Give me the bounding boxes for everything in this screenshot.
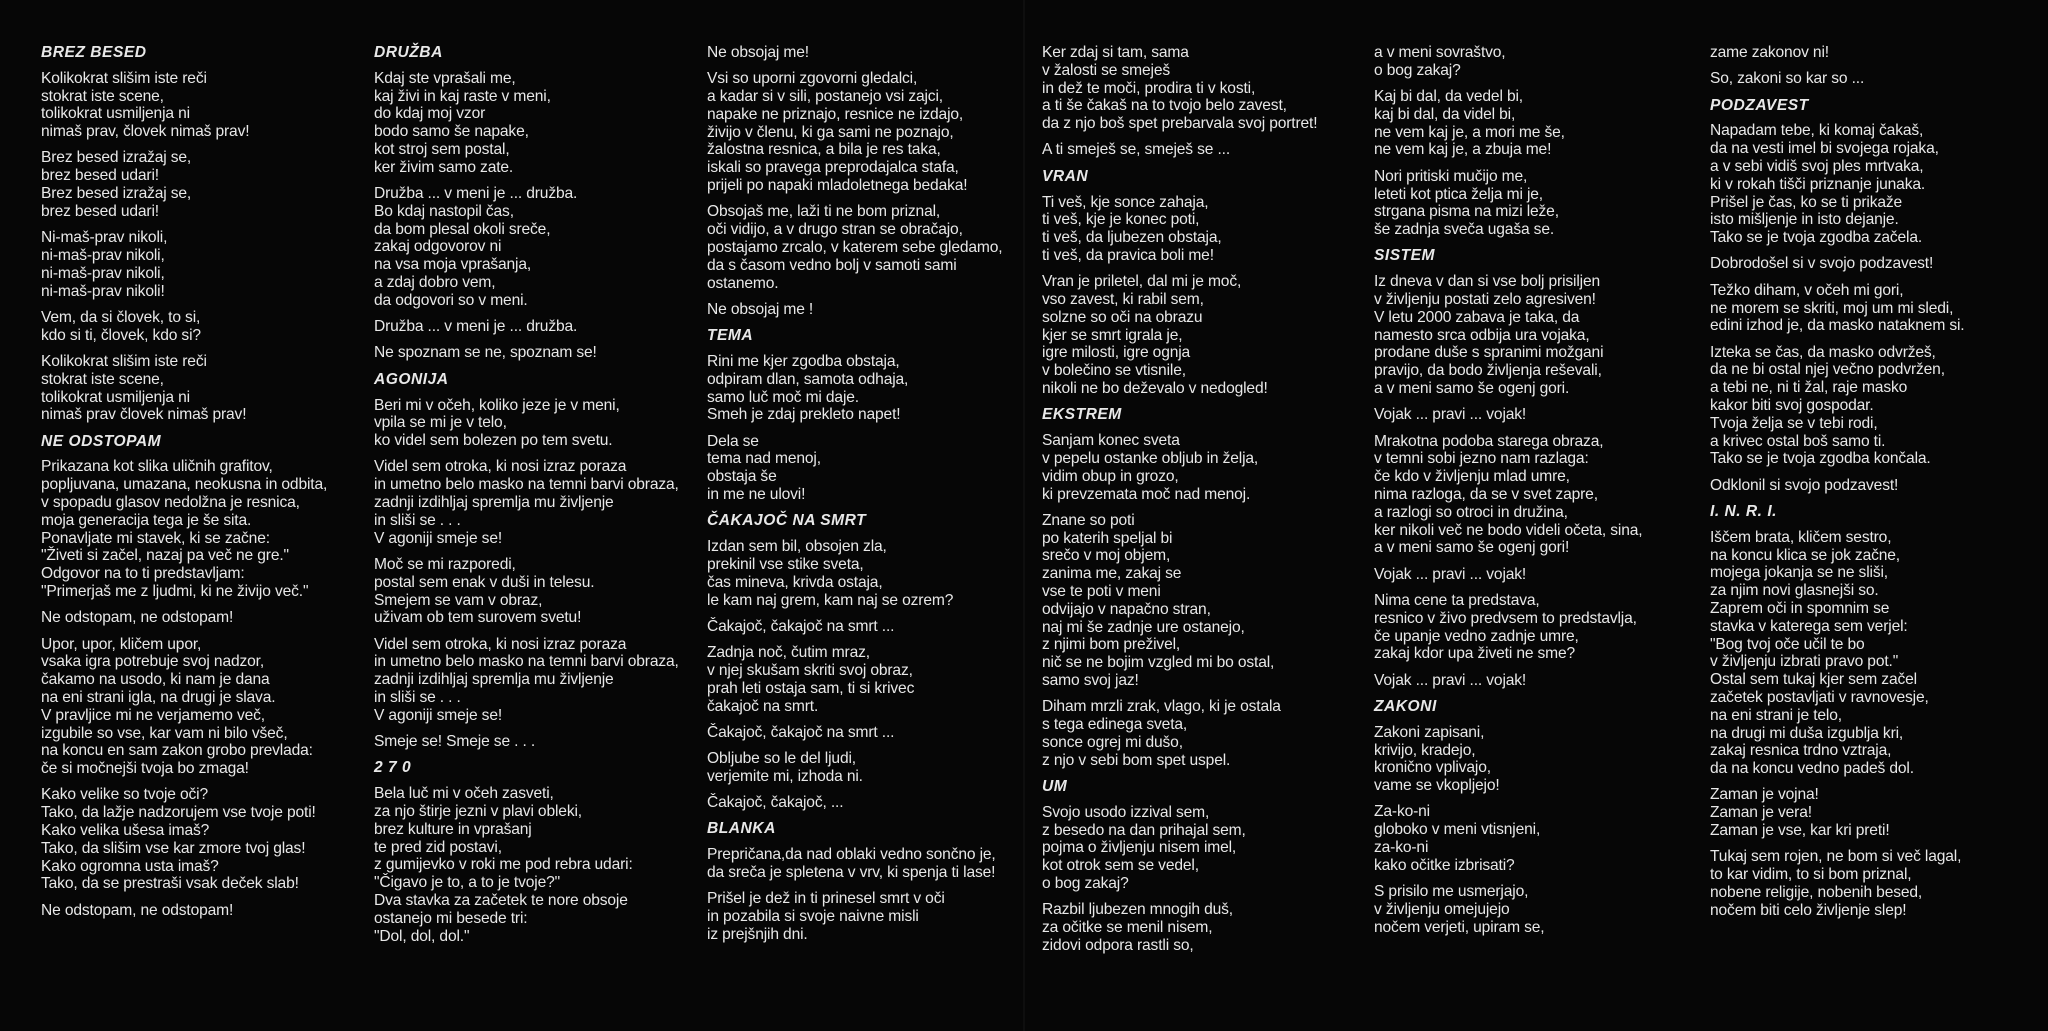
- song-title: BLANKA: [707, 820, 776, 838]
- lyrics-column-3: [707, 44, 1032, 952]
- booklet-right-page: [1024, 0, 2048, 1031]
- song-title: DRUŽBA: [374, 44, 443, 61]
- song-title: 2 7 0: [374, 759, 412, 777]
- lyric-stanza: Obljube so le del ljudi, verjemite mi, izhoda ni.: [707, 750, 863, 785]
- song-block: [374, 371, 699, 751]
- lyric-stanza: Diham mrzli zrak, vlago, ki je ostala s tega edinega sveta, sonce ogrej mi dušo, z njo v sebi bom spet uspel.: [1042, 698, 1281, 769]
- song-block: [374, 44, 699, 362]
- song-block: [707, 820, 1032, 943]
- lyric-stanza: Nima cene ta predstava, resnico v živo predvsem to predstavlja, če upanje vedno zadnje umre, zakaj kdor upa živeti ne sme?: [1374, 592, 1637, 663]
- song-block: [1374, 698, 1699, 937]
- lyrics-column-1: [41, 44, 366, 928]
- lyric-stanza: zame zakonov ni!: [1710, 44, 1829, 61]
- lyric-stanza: Zaman je vojna! Zaman je vera! Zaman je vse, kar kri preti!: [1710, 786, 1890, 840]
- lyrics-column-5: [1374, 44, 1699, 945]
- lyric-stanza: Obsojaš me, laži ti ne bom priznal, oči vidijo, a v drugo stran se obračajo, postajamo zrcalo, v katerem sebe gledamo, da s časom vedno bolj v samoti sami ostanemo.: [707, 203, 1003, 292]
- song-title: UM: [1042, 777, 1068, 795]
- lyric-stanza: Ti veš, kje sonce zahaja, ti veš, kje je konec poti, ti veš, da ljubezen obstaja, ti veš, da pravica boli me!: [1042, 193, 1222, 264]
- lyric-stanza: Ne odstopam, ne odstopam!: [41, 901, 234, 919]
- song-block: [707, 44, 1032, 319]
- lyrics-column-6: [1710, 44, 2035, 928]
- lyric-stanza: Napadam tebe, ki komaj čakaš, da na vesti imel bi svojega rojaka, a v sebi vidiš svoj ples mrtvaka, ki v rokah tišči priznanje junaka. Prišel je čas, ko se ti prikaže isto mišljenje in isto dejanje. Tako se je tvoja zgodba začela.: [1710, 122, 1939, 247]
- song-block: [1710, 503, 2035, 920]
- lyric-stanza: Sanjam konec sveta v pepelu ostanke obljub in želja, vidim obup in grozo, ki prevzemata moč nad menoj.: [1042, 432, 1259, 503]
- lyric-stanza: Zakoni zapisani, krivijo, kradejo, kronično vplivajo, vame se vkopljejo!: [1374, 723, 1500, 795]
- lyric-stanza: Ne obsojaj me!: [707, 44, 809, 61]
- song-block: [1042, 168, 1367, 398]
- lyric-stanza: Prikazana kot slika uličnih grafitov, popljuvana, umazana, neokusna in odbita, v spopadu glasov nedolžna je resnica, moja generacija tega je še sita. Ponavljate mi stavek, ki se začne: "Živeti si začel, nazaj pa več ne gre." Odgovor na to ti predstavljam: "Primerjaš me z ljudmi, ki ne živijo več.": [41, 458, 328, 601]
- lyric-stanza: Izdan sem bil, obsojen zla, prekinil vse stike sveta, čas mineva, krivda ostaja, le kam naj grem, kam naj se ozrem?: [707, 538, 954, 609]
- song-title: EKSTREM: [1042, 406, 1122, 424]
- lyric-stanza: Mrakotna podoba starega obraza, v temni sobi jezno nam razlaga: če kdo v življenju mlad umre, nima razloga, da se v svet zapre, a razlogi so otroci in družina, ker nikoli več ne bodo videli očeta, sina, a v meni samo še ogenj gori!: [1374, 432, 1643, 557]
- lyric-stanza: Videl sem otroka, ki nosi izraz poraza in umetno belo masko na temni barvi obraza, zadnji izdihljaj spremlja mu življenje in sliši se . . . V agoniji smeje se!: [374, 458, 679, 547]
- song-title: PODZAVEST: [1710, 96, 1809, 114]
- lyric-stanza: Nori pritiski mučijo me, leteti kot ptica želja mi je, strgana pisma na mizi leže, še zadnja sveča ugaša se.: [1374, 167, 1559, 239]
- lyric-stanza: Čakajoč, čakajoč na smrt ...: [707, 617, 895, 635]
- song-block: [1042, 778, 1367, 955]
- song-title: VRAN: [1042, 167, 1089, 185]
- lyric-stanza: Prišel je dež in ti prinesel smrt v oči in pozabila si svoje naivne misli iz prejšnjih dni.: [707, 890, 945, 943]
- lyric-stanza: Družba ... v meni je ... družba. Bo kdaj nastopil čas, da bom plesal okoli sreče, zakaj odgovorov ni na vsa moja vprašanja, a zdaj dobro vem, da odgovori so v meni.: [374, 185, 578, 309]
- lyric-stanza: Vsi so uporni zgovorni gledalci, a kadar si v sili, postanejo vsi zajci, napake ne priznajo, resnice ne izdajo, živijo v členu, ki ga sami ne poznajo, žalostna resnica, a bila je res taka, iskali so pravega preprodajalca stafa, prijeli po napaki mladoletnega bedaka!: [707, 70, 968, 195]
- lyric-stanza: A ti smeješ se, smeješ se ...: [1042, 141, 1231, 159]
- lyric-stanza: Videl sem otroka, ki nosi izraz poraza in umetno belo masko na temni barvi obraza, zadnji izdihljaj spremlja mu življenje in sliši se . . . V agoniji smeje se!: [374, 635, 679, 724]
- lyrics-column-2: [374, 44, 699, 954]
- lyric-stanza: Beri mi v očeh, koliko jeze je v meni, vpila se mi je v telo, ko videl sem bolezen po tem svetu.: [374, 396, 620, 450]
- lyric-stanza: Vran je priletel, dal mi je moč, vso zavest, ki rabil sem, solzne so oči na obrazu kjer se smrt igrala je, igre milosti, igre ognja v bolečino se vtisnile, nikoli ne bo deževalo v nedogled!: [1042, 273, 1268, 398]
- song-title: BREZ BESED: [41, 44, 147, 61]
- lyric-stanza: Svojo usodo izzival sem, z besedo na dan prihajal sem, pojma o življenju nisem imel, kot otrok sem se vedel, o bog zakaj?: [1042, 803, 1246, 892]
- lyric-stanza: Ker zdaj si tam, sama v žalosti se smeješ in dež te moči, prodira ti v kosti, a ti še čakaš na to tvojo belo zavest, da z njo boš spet prebarvala svoj portret!: [1042, 44, 1318, 133]
- lyric-stanza: Prepričana,da nad oblaki vedno sončno je, da sreča je spletena v vrv, ki spenja ti lase!: [707, 846, 996, 882]
- lyric-stanza: Bela luč mi v očeh zasveti, za njo štirje jezni v plavi obleki, brez kulture in vprašanj te pred zid postavi, z gumijevko v roki me pod rebra udari: "Čigavo je to, a to je tvoje?" Dva stavka za začetek te nore obsoje ostanejo mi besede tri: "Dol, dol, dol.": [374, 785, 633, 945]
- song-title: ZAKONI: [1374, 698, 1437, 715]
- song-title: ČAKAJOČ NA SMRT: [707, 512, 867, 530]
- lyric-stanza: So, zakoni so kar so ...: [1710, 70, 1865, 88]
- song-title: TEMA: [707, 327, 754, 345]
- lyric-stanza: Za-ko-ni globoko v meni vtisnjeni, za-ko-ni kako očitke izbrisati?: [1374, 803, 1541, 874]
- lyric-stanza: Razbil ljubezen mnogih duš, za očitke se menil nisem, zidovi odpora rastli so,: [1042, 901, 1233, 954]
- lyrics-column-4: [1042, 44, 1367, 963]
- lyric-stanza: a v meni sovraštvo, o bog zakaj?: [1374, 44, 1506, 79]
- lyric-stanza: Znane so poti po katerih speljal bi srečo v moj objem, zanima me, zakaj se vse te poti v meni odvijajo v napačno stran, naj mi še zadnje ure ostanejo, z njimi bom preživel, nič se ne bojim vzgled mi bo ostal, samo svoj jaz!: [1042, 511, 1275, 689]
- lyric-stanza: Vojak ... pravi ... vojak!: [1374, 671, 1527, 689]
- lyric-stanza: S prisilo me usmerjajo, v življenju omejujejo nočem verjeti, upiram se,: [1374, 883, 1545, 936]
- lyric-stanza: Družba ... v meni je ... družba.: [374, 318, 578, 336]
- song-block: [1710, 44, 2035, 88]
- lyric-stanza: Kolikokrat slišim iste reči stokrat iste scene, tolikokrat usmiljenja ni nimaš prav človek nimaš prav!: [41, 352, 247, 424]
- lyric-stanza: Kaj bi dal, da vedel bi, kaj bi dal, da videl bi, ne vem kaj je, a mori me še, ne vem kaj je, a zbuja me!: [1374, 88, 1565, 159]
- lyric-stanza: Ne odstopam, ne odstopam!: [41, 609, 234, 627]
- lyric-stanza: Ne obsojaj me !: [707, 300, 814, 318]
- lyric-stanza: Iščem brata, kličem sestro, na koncu klica se jok začne, mojega jokanja se ne sliši, za njim novi glasnejši so. Zaprem oči in spomnim se stavka v katerega sem verjel: "Bog tvoj oče učil te bo v življenju izbrati pravo pot." Ostal sem tukaj kjer sem začel začetek postavljati v ravnovesje, na eni strani je telo, na drugi mi duša izgublja kri, zakaj resnica trdno vztraja, da na koncu vedno padeš dol.: [1710, 528, 1929, 778]
- lyric-stanza: Čakajoč, čakajoč, ...: [707, 794, 844, 812]
- song-title: AGONIJA: [374, 370, 449, 388]
- song-block: [1374, 247, 1699, 689]
- lyric-stanza: Ni-maš-prav nikoli, ni-maš-prav nikoli, ni-maš-prav nikoli, ni-maš-prav nikoli!: [41, 229, 168, 300]
- lyric-stanza: Izteka se čas, da masko odvržeš, da ne bi ostal njej večno podvržen, a tebi ne, ni ti žal, raje masko kakor biti svoj gospodar. Tvoja želja se v tebi rodi, a krivec ostal boš samo ti. Tako se je tvoja zgodba končala.: [1710, 343, 1945, 468]
- song-block: [374, 759, 699, 945]
- lyric-stanza: Upor, upor, kličem upor, vsaka igra potrebuje svoj nadzor, čakamo na usodo, ki nam je dana na eni strani igla, na drugi je slava. V pravljice mi ne verjamemo več, izgubile so vse, kar vam ni bilo všeč, na koncu en sam zakon grobo prevlada: če si močnejši tvoja bo zmaga!: [41, 635, 313, 778]
- lyric-stanza: Dela se tema nad menoj, obstaja še in me ne ulovi!: [707, 432, 821, 504]
- lyric-stanza: Moč se mi razporedi, postal sem enak v duši in telesu. Smejem se vam v obraz, uživam ob tem surovem svetu!: [374, 555, 595, 627]
- lyric-stanza: Kolikokrat slišim iste reči stokrat iste scene, tolikokrat usmiljenja ni nimaš prav, človek nimaš prav!: [41, 69, 250, 141]
- song-block: [1042, 406, 1367, 769]
- lyric-stanza: Ne spoznam se ne, spoznam se!: [374, 344, 597, 362]
- lyric-stanza: Vem, da si človek, to si, kdo si ti, človek, kdo si?: [41, 308, 201, 344]
- song-block: [707, 512, 1032, 812]
- lyric-stanza: Težko diham, v očeh mi gori, ne morem se skriti, moj um mi sledi, edini izhod je, da masko nataknem si.: [1710, 281, 1965, 335]
- song-title: SISTEM: [1374, 247, 1436, 265]
- lyric-stanza: Rini me kjer zgodba obstaja, odpiram dlan, samota odhaja, samo luč moč mi daje. Smeh je zdaj prekleto napet!: [707, 352, 909, 424]
- song-block: [707, 327, 1032, 504]
- song-block: [41, 433, 366, 920]
- lyric-stanza: Vojak ... pravi ... vojak!: [1374, 565, 1527, 583]
- lyric-stanza: Dobrodošel si v svojo podzavest!: [1710, 255, 1934, 273]
- lyric-stanza: Kdaj ste vprašali me, kaj živi in kaj raste v meni, do kdaj moj vzor bodo samo še napake, kot stroj sem postal, ker živim samo zate.: [374, 69, 551, 176]
- lyric-stanza: Iz dneva v dan si vse bolj prisiljen v življenju postati zelo agresiven! V letu 2000 zabava je taka, da namesto srca odbija ura vojaka, prodane duše s spranimi možgani pravijo, da bodo življenja reševali, a v meni samo še ogenj gori.: [1374, 273, 1604, 398]
- song-block: [1042, 44, 1367, 159]
- lyric-stanza: Smeje se! Smeje se . . .: [374, 733, 536, 751]
- lyric-stanza: Odklonil si svojo podzavest!: [1710, 476, 1899, 494]
- lyric-stanza: Tukaj sem rojen, ne bom si več lagal, to kar vidim, to si bom priznal, nobene religije, nobenih besed, nočem biti celo življenje slep!: [1710, 848, 1962, 919]
- lyric-stanza: Vojak ... pravi ... vojak!: [1374, 406, 1527, 424]
- lyric-stanza: Čakajoč, čakajoč na smrt ...: [707, 723, 895, 741]
- lyric-stanza: Kako velike so tvoje oči? Tako, da lažje nadzorujem vse tvoje poti! Kako velika ušesa imaš? Tako, da slišim vse kar zmore tvoj glas! Kako ogromna usta imaš? Tako, da se prestraši vsak deček slab!: [41, 786, 316, 893]
- song-block: [1374, 44, 1699, 239]
- lyric-stanza: Brez besed izražaj se, brez besed udari! Brez besed izražaj se, brez besed udari!: [41, 149, 192, 220]
- lyric-stanza: Zadnja noč, čutim mraz, v njej skušam skriti svoj obraz, prah leti ostaja sam, ti si krivec čakajoč na smrt.: [707, 644, 915, 715]
- song-block: [41, 44, 366, 424]
- song-title: NE ODSTOPAM: [41, 432, 162, 450]
- song-block: [1710, 97, 2035, 495]
- song-title: I. N. R. I.: [1710, 503, 1778, 521]
